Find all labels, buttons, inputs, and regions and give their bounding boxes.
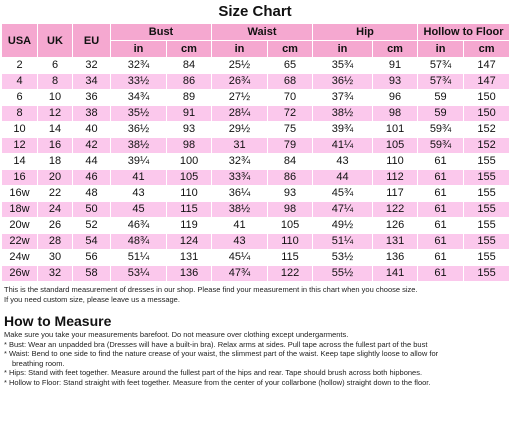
- measure-hips: * Hips: Stand with feet together. Measure around the fullest part of the hips and rear. Tape should brush across both hipbones.: [4, 368, 423, 377]
- cell-bust-cm: 86: [167, 74, 212, 90]
- cell-hip-in: 45¾: [313, 186, 373, 202]
- cell-hollow-cm: 150: [464, 90, 510, 106]
- cell-hip-cm: 93: [373, 74, 418, 90]
- table-row: [2, 122, 510, 138]
- cell-eu: 56: [73, 250, 111, 266]
- cell-bust-cm: 84: [167, 58, 212, 74]
- cell-waist-in: 29½: [212, 122, 268, 138]
- size-chart-table: [1, 23, 510, 282]
- cell-eu: 46: [73, 170, 111, 186]
- header-waist: Waist: [212, 24, 313, 41]
- cell-hollow-in: 61: [418, 266, 464, 282]
- custom-size-note: If you need custom size, please leave us a message.: [4, 295, 180, 304]
- cell-waist-in: 25½: [212, 58, 268, 74]
- cell-eu: 38: [73, 106, 111, 122]
- unit-bust-in: in: [111, 41, 167, 58]
- cell-waist-cm: 105: [268, 218, 313, 234]
- header-row: [2, 24, 510, 41]
- table-row: [2, 90, 510, 106]
- cell-hollow-in: 61: [418, 250, 464, 266]
- measure-intro: Make sure you take your measurements barefoot. Do not measure over clothing except undergarments.: [4, 330, 349, 339]
- cell-eu: 50: [73, 202, 111, 218]
- cell-hip-cm: 96: [373, 90, 418, 106]
- cell-hip-in: 36½: [313, 74, 373, 90]
- how-to-measure-list: [0, 330, 510, 387]
- cell-hip-in: 35¾: [313, 58, 373, 74]
- cell-usa: 12: [2, 138, 38, 154]
- cell-usa: 16w: [2, 186, 38, 202]
- cell-uk: 6: [38, 58, 73, 74]
- cell-hip-in: 55½: [313, 266, 373, 282]
- cell-hollow-cm: 155: [464, 218, 510, 234]
- cell-waist-in: 27½: [212, 90, 268, 106]
- cell-hip-in: 53½: [313, 250, 373, 266]
- cell-waist-cm: 70: [268, 90, 313, 106]
- header-eu: EU: [73, 24, 111, 58]
- cell-eu: 58: [73, 266, 111, 282]
- cell-bust-cm: 93: [167, 122, 212, 138]
- table-row: [2, 218, 510, 234]
- cell-hollow-cm: 155: [464, 154, 510, 170]
- cell-hollow-cm: 152: [464, 138, 510, 154]
- cell-bust-cm: 98: [167, 138, 212, 154]
- cell-waist-cm: 68: [268, 74, 313, 90]
- cell-hip-cm: 136: [373, 250, 418, 266]
- cell-waist-cm: 79: [268, 138, 313, 154]
- unit-hip-in: in: [313, 41, 373, 58]
- chart-note: This is the standard measurement of dresses in our shop. Please find your measurement in this chart when you choose size.: [4, 285, 418, 294]
- cell-uk: 26: [38, 218, 73, 234]
- cell-uk: 32: [38, 266, 73, 282]
- cell-bust-in: 48¾: [111, 234, 167, 250]
- cell-hollow-in: 61: [418, 202, 464, 218]
- cell-usa: 26w: [2, 266, 38, 282]
- cell-bust-cm: 119: [167, 218, 212, 234]
- cell-bust-in: 39¼: [111, 154, 167, 170]
- table-row: [2, 58, 510, 74]
- cell-bust-in: 41: [111, 170, 167, 186]
- cell-bust-cm: 136: [167, 266, 212, 282]
- cell-hollow-cm: 155: [464, 202, 510, 218]
- table-row: [2, 154, 510, 170]
- cell-bust-cm: 115: [167, 202, 212, 218]
- cell-hollow-in: 59: [418, 106, 464, 122]
- cell-uk: 12: [38, 106, 73, 122]
- measure-waist: * Waist: Bend to one side to find the nature crease of your waist, the slimmest part of the waist. Keep tape slightly loose to allow for: [4, 349, 439, 358]
- cell-waist-in: 47¾: [212, 266, 268, 282]
- cell-waist-in: 36¼: [212, 186, 268, 202]
- cell-hollow-in: 59: [418, 90, 464, 106]
- cell-eu: 36: [73, 90, 111, 106]
- cell-hip-cm: 141: [373, 266, 418, 282]
- cell-hip-cm: 112: [373, 170, 418, 186]
- cell-uk: 16: [38, 138, 73, 154]
- cell-uk: 24: [38, 202, 73, 218]
- header-hip: Hip: [313, 24, 418, 41]
- cell-bust-cm: 91: [167, 106, 212, 122]
- table-row: [2, 250, 510, 266]
- cell-hollow-in: 61: [418, 170, 464, 186]
- cell-uk: 14: [38, 122, 73, 138]
- header-usa: USA: [2, 24, 38, 58]
- cell-hip-in: 41¼: [313, 138, 373, 154]
- table-row: [2, 106, 510, 122]
- how-to-measure-heading: How to Measure: [4, 313, 112, 329]
- cell-bust-in: 34¾: [111, 90, 167, 106]
- cell-hollow-in: 57¾: [418, 74, 464, 90]
- table-row: [2, 186, 510, 202]
- cell-hollow-in: 61: [418, 154, 464, 170]
- cell-eu: 40: [73, 122, 111, 138]
- cell-bust-cm: 131: [167, 250, 212, 266]
- cell-hip-cm: 122: [373, 202, 418, 218]
- measure-waist-cont: breathing room.: [12, 358, 65, 368]
- cell-waist-cm: 98: [268, 202, 313, 218]
- cell-usa: 10: [2, 122, 38, 138]
- cell-hip-cm: 91: [373, 58, 418, 74]
- cell-hip-in: 43: [313, 154, 373, 170]
- cell-bust-cm: 110: [167, 186, 212, 202]
- cell-bust-cm: 124: [167, 234, 212, 250]
- cell-hip-in: 51¼: [313, 234, 373, 250]
- cell-hollow-cm: 155: [464, 186, 510, 202]
- unit-waist-cm: cm: [268, 41, 313, 58]
- table-row: [2, 234, 510, 250]
- cell-usa: 14: [2, 154, 38, 170]
- cell-hip-cm: 105: [373, 138, 418, 154]
- cell-waist-in: 32¾: [212, 154, 268, 170]
- cell-uk: 22: [38, 186, 73, 202]
- measure-hollow-to-floor: * Hollow to Floor: Stand straight with feet together. Measure from the center of your collarbone (hollow) straight down to the floor.: [4, 377, 431, 387]
- cell-hollow-in: 61: [418, 234, 464, 250]
- cell-bust-in: 36½: [111, 122, 167, 138]
- table-row: [2, 170, 510, 186]
- header-uk: UK: [38, 24, 73, 58]
- cell-eu: 34: [73, 74, 111, 90]
- page-title: Size Chart: [218, 3, 292, 20]
- header-hollow-to-floor: Hollow to Floor: [418, 24, 510, 41]
- table-row: [2, 266, 510, 282]
- cell-hip-in: 38½: [313, 106, 373, 122]
- cell-bust-in: 45: [111, 202, 167, 218]
- cell-waist-in: 26¾: [212, 74, 268, 90]
- cell-waist-cm: 122: [268, 266, 313, 282]
- cell-hollow-in: 61: [418, 186, 464, 202]
- cell-waist-cm: 75: [268, 122, 313, 138]
- cell-hollow-in: 57¾: [418, 58, 464, 74]
- cell-uk: 18: [38, 154, 73, 170]
- cell-hip-in: 44: [313, 170, 373, 186]
- cell-uk: 28: [38, 234, 73, 250]
- cell-usa: 20w: [2, 218, 38, 234]
- header-bust: Bust: [111, 24, 212, 41]
- cell-usa: 16: [2, 170, 38, 186]
- cell-hollow-cm: 155: [464, 170, 510, 186]
- cell-hip-cm: 126: [373, 218, 418, 234]
- cell-hollow-cm: 155: [464, 250, 510, 266]
- cell-usa: 2: [2, 58, 38, 74]
- unit-hollow-cm: cm: [464, 41, 510, 58]
- cell-hip-cm: 131: [373, 234, 418, 250]
- cell-hip-cm: 101: [373, 122, 418, 138]
- cell-hip-in: 39¾: [313, 122, 373, 138]
- cell-uk: 10: [38, 90, 73, 106]
- cell-waist-in: 43: [212, 234, 268, 250]
- cell-hollow-in: 61: [418, 218, 464, 234]
- cell-hollow-cm: 152: [464, 122, 510, 138]
- cell-hollow-cm: 147: [464, 58, 510, 74]
- cell-waist-cm: 72: [268, 106, 313, 122]
- cell-usa: 18w: [2, 202, 38, 218]
- cell-bust-in: 46¾: [111, 218, 167, 234]
- cell-bust-in: 33½: [111, 74, 167, 90]
- cell-bust-cm: 105: [167, 170, 212, 186]
- cell-eu: 44: [73, 154, 111, 170]
- cell-waist-cm: 84: [268, 154, 313, 170]
- unit-hip-cm: cm: [373, 41, 418, 58]
- cell-waist-in: 38½: [212, 202, 268, 218]
- cell-bust-in: 32¾: [111, 58, 167, 74]
- cell-usa: 24w: [2, 250, 38, 266]
- unit-waist-in: in: [212, 41, 268, 58]
- cell-waist-in: 45¼: [212, 250, 268, 266]
- cell-usa: 22w: [2, 234, 38, 250]
- measure-bust: * Bust: Wear an unpadded bra (Dresses will have a built-in bra). Relax arms at sides. Pull tape across the fullest part of the bust: [4, 339, 428, 349]
- unit-hollow-in: in: [418, 41, 464, 58]
- cell-usa: 6: [2, 90, 38, 106]
- cell-hollow-cm: 147: [464, 74, 510, 90]
- cell-eu: 48: [73, 186, 111, 202]
- cell-usa: 8: [2, 106, 38, 122]
- cell-bust-in: 51¼: [111, 250, 167, 266]
- cell-hip-cm: 110: [373, 154, 418, 170]
- cell-bust-in: 35½: [111, 106, 167, 122]
- size-rows: [2, 58, 510, 282]
- table-row: [2, 74, 510, 90]
- cell-eu: 52: [73, 218, 111, 234]
- cell-waist-cm: 110: [268, 234, 313, 250]
- cell-uk: 30: [38, 250, 73, 266]
- cell-bust-cm: 100: [167, 154, 212, 170]
- cell-bust-in: 43: [111, 186, 167, 202]
- table-row: [2, 202, 510, 218]
- cell-hip-in: 47¼: [313, 202, 373, 218]
- cell-eu: 32: [73, 58, 111, 74]
- table-row: [2, 138, 510, 154]
- cell-uk: 8: [38, 74, 73, 90]
- cell-waist-cm: 86: [268, 170, 313, 186]
- cell-hollow-in: 59¾: [418, 138, 464, 154]
- cell-bust-in: 38½: [111, 138, 167, 154]
- cell-bust-in: 53¼: [111, 266, 167, 282]
- cell-waist-in: 41: [212, 218, 268, 234]
- cell-waist-cm: 115: [268, 250, 313, 266]
- cell-waist-cm: 93: [268, 186, 313, 202]
- cell-hip-cm: 117: [373, 186, 418, 202]
- cell-waist-in: 31: [212, 138, 268, 154]
- cell-hip-in: 37¾: [313, 90, 373, 106]
- cell-uk: 20: [38, 170, 73, 186]
- cell-waist-in: 28¼: [212, 106, 268, 122]
- cell-eu: 42: [73, 138, 111, 154]
- cell-hip-cm: 98: [373, 106, 418, 122]
- unit-bust-cm: cm: [167, 41, 212, 58]
- cell-waist-cm: 65: [268, 58, 313, 74]
- cell-usa: 4: [2, 74, 38, 90]
- cell-hollow-cm: 150: [464, 106, 510, 122]
- cell-hollow-cm: 155: [464, 234, 510, 250]
- cell-waist-in: 33¾: [212, 170, 268, 186]
- cell-hip-in: 49½: [313, 218, 373, 234]
- cell-eu: 54: [73, 234, 111, 250]
- cell-hollow-in: 59¾: [418, 122, 464, 138]
- cell-hollow-cm: 155: [464, 266, 510, 282]
- cell-bust-cm: 89: [167, 90, 212, 106]
